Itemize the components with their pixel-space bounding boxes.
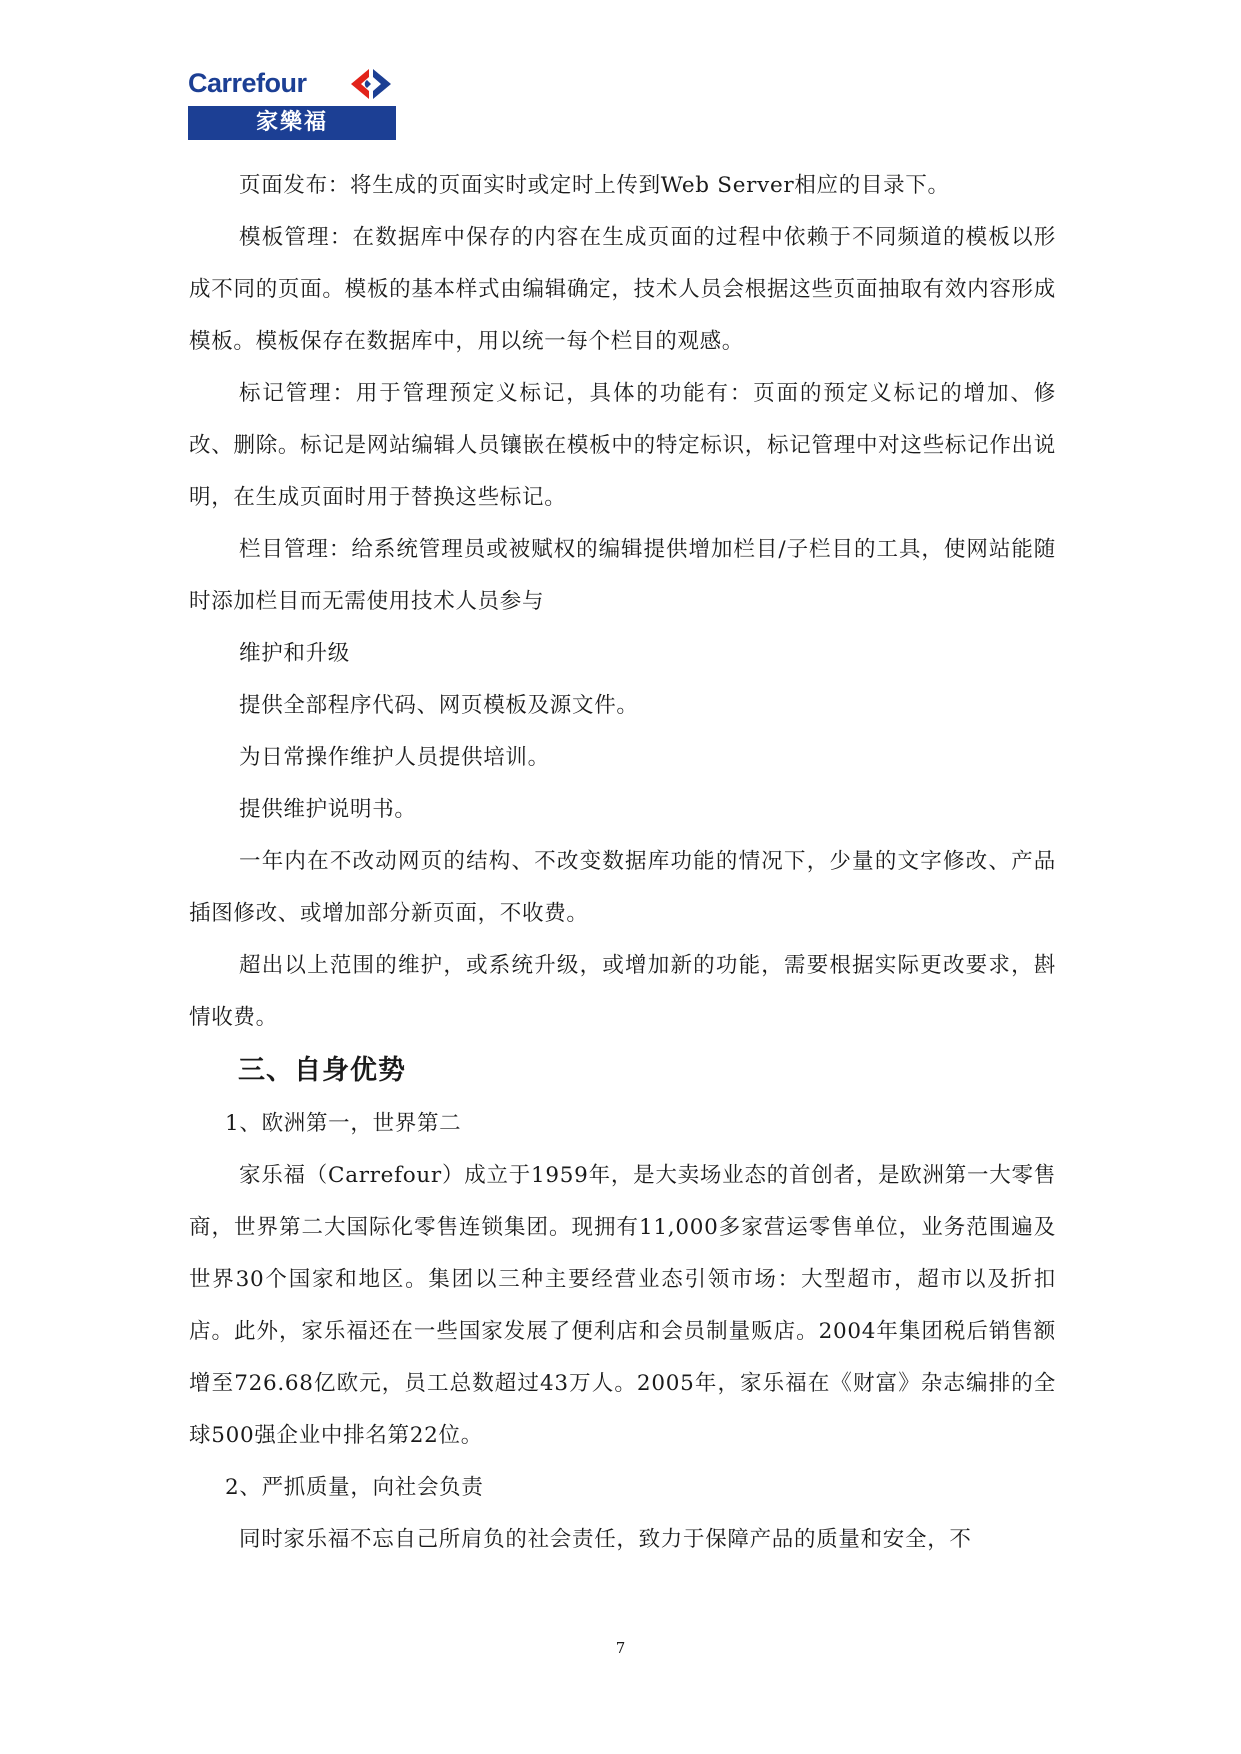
subheading-quality: 2、严抓质量，向社会负责: [225, 1475, 484, 1500]
section-heading: 三、自身优势: [238, 1055, 406, 1086]
document-body: [189, 160, 1056, 1566]
paragraph-paid-maintenance: 超出以上范围的维护，或系统升级，或增加新的功能，需要根据实际更改要求，斟情收费。: [189, 953, 1056, 1030]
paragraph-source-code: 提供全部程序代码、网页模板及源文件。: [239, 693, 639, 718]
paragraph-free-maintenance: 一年内在不改动网页的结构、不改变数据库功能的情况下，少量的文字修改、产品插图修改、或增加部分新页面，不收费。: [189, 849, 1056, 926]
paragraph-social-responsibility: 同时家乐福不忘自己所肩负的社会责任，致力于保障产品的质量和安全，不: [239, 1527, 972, 1552]
carrefour-mark-icon: [345, 67, 397, 101]
carrefour-logo: [188, 65, 398, 141]
paragraph-column-management: 栏目管理：给系统管理员或被赋权的编辑提供增加栏目/子栏目的工具，使网站能随时添加栏目而无需使用技术人员参与: [189, 537, 1056, 614]
paragraph-page-publish: 页面发布：将生成的页面实时或定时上传到Web Server相应的目录下。: [239, 173, 950, 198]
subheading-europe-first: 1、欧洲第一，世界第二: [225, 1111, 462, 1136]
paragraph-tag-management: 标记管理：用于管理预定义标记，具体的功能有：页面的预定义标记的增加、修改、删除。标记是网站编辑人员镶嵌在模板中的特定标识，标记管理中对这些标记作出说明，在生成页面时用于替换这些标记。: [189, 381, 1056, 510]
logo-chinese-band: 家樂福: [188, 106, 396, 140]
paragraph-company-intro: 家乐福（Carrefour）成立于1959年，是大卖场业态的首创者，是欧洲第一大零售商，世界第二大国际化零售连锁集团。现拥有11,000多家营运零售单位，业务范围遍及世界30个国家和地区。集团以三种主要经营业态引领市场：大型超市，超市以及折扣店。此外，家乐福还在一些国家发展了便利店和会员制量贩店。2004年集团税后销售额增至726.68亿欧元，员工总数超过43万人。2005年，家乐福在《财富》杂志编排的全球500强企业中排名第22位。: [189, 1163, 1056, 1448]
paragraph-template-management: 模板管理：在数据库中保存的内容在生成页面的过程中依赖于不同频道的模板以形成不同的页面。模板的基本样式由编辑确定，技术人员会根据这些页面抽取有效内容形成模板。模板保存在数据库中，用以统一每个栏目的观感。: [189, 225, 1056, 354]
paragraph-maintenance-title: 维护和升级: [239, 641, 351, 666]
page-number: 7: [615, 1639, 626, 1657]
paragraph-training: 为日常操作维护人员提供培训。: [239, 745, 550, 770]
paragraph-manual: 提供维护说明书。: [239, 797, 417, 822]
logo-wordmark: Carrefour: [188, 68, 307, 98]
